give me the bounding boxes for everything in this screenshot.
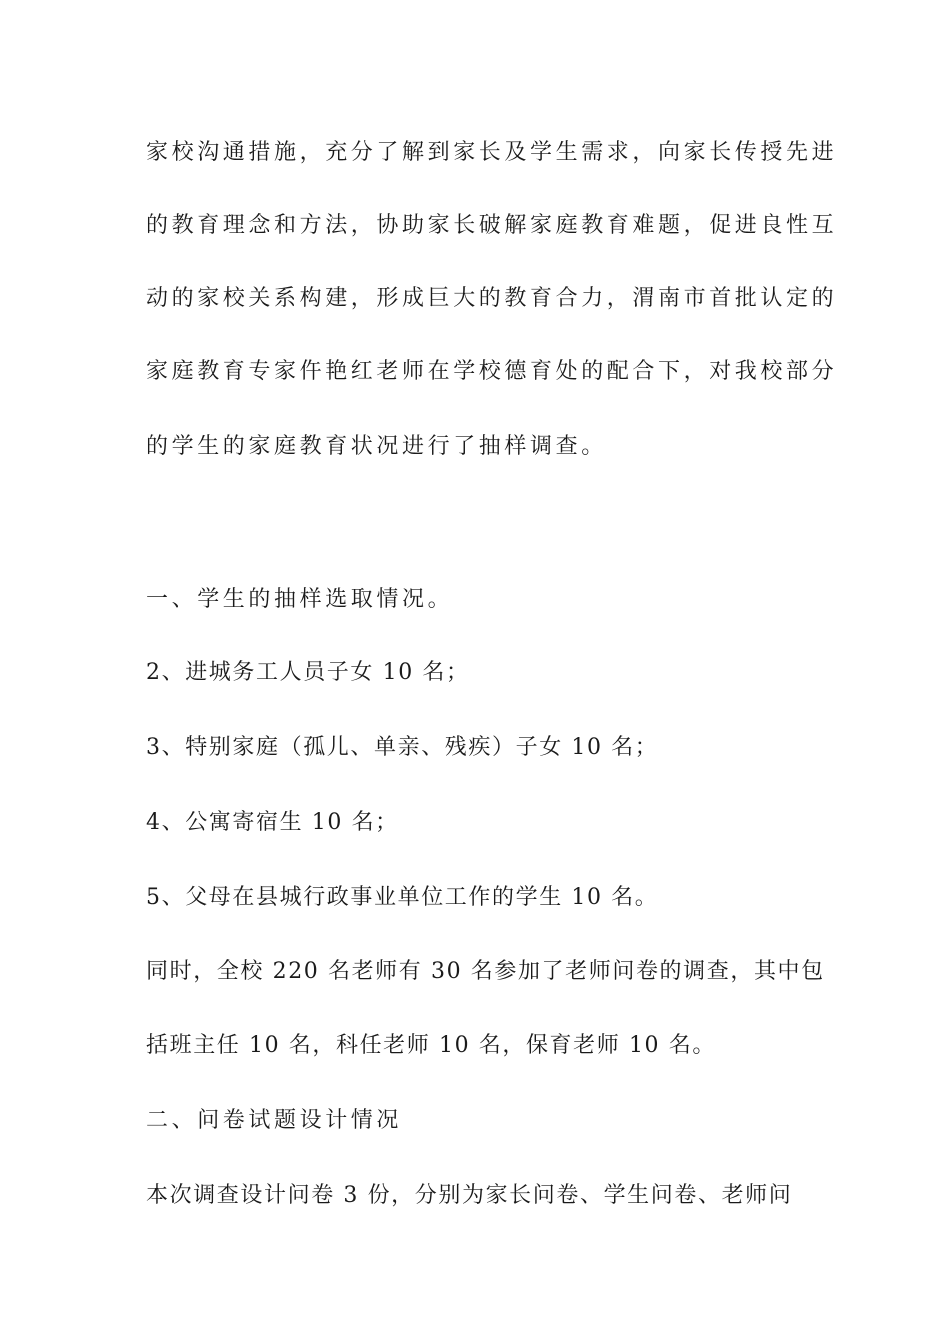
list-item: 2、进城务工人员子女 10 名； bbox=[146, 660, 470, 685]
list-item: 5、父母在县城行政事业单位工作的学生 10 名。 bbox=[146, 885, 659, 910]
paragraph-line: 同时，全校 220 名老师有 30 名参加了老师问卷的调查，其中包 bbox=[146, 959, 825, 984]
paragraph-line: 括班主任 10 名，科任老师 10 名，保育老师 10 名。 bbox=[146, 1033, 716, 1058]
list-item: 3、特别家庭（孤儿、单亲、残疾）子女 10 名； bbox=[146, 735, 659, 760]
paragraph-line: 的教育理念和方法，协助家长破解家庭教育难题，促进良性互 bbox=[146, 213, 838, 238]
paragraph-line: 家校沟通措施，充分了解到家长及学生需求，向家长传授先进 bbox=[146, 140, 838, 165]
list-item: 4、公寓寄宿生 10 名； bbox=[146, 810, 399, 835]
section-heading: 二、问卷试题设计情况 bbox=[146, 1108, 403, 1133]
paragraph-line: 家庭教育专家仵艳红老师在学校德育处的配合下，对我校部分 bbox=[146, 359, 838, 384]
section-heading: 一、学生的抽样选取情况。 bbox=[146, 587, 454, 612]
paragraph-line: 动的家校关系构建，形成巨大的教育合力，渭南市首批认定的 bbox=[146, 286, 838, 311]
paragraph-line: 本次调查设计问卷 3 份，分别为家长问卷、学生问卷、老师问 bbox=[146, 1183, 793, 1208]
paragraph-line: 的学生的家庭教育状况进行了抽样调查。 bbox=[146, 434, 607, 459]
